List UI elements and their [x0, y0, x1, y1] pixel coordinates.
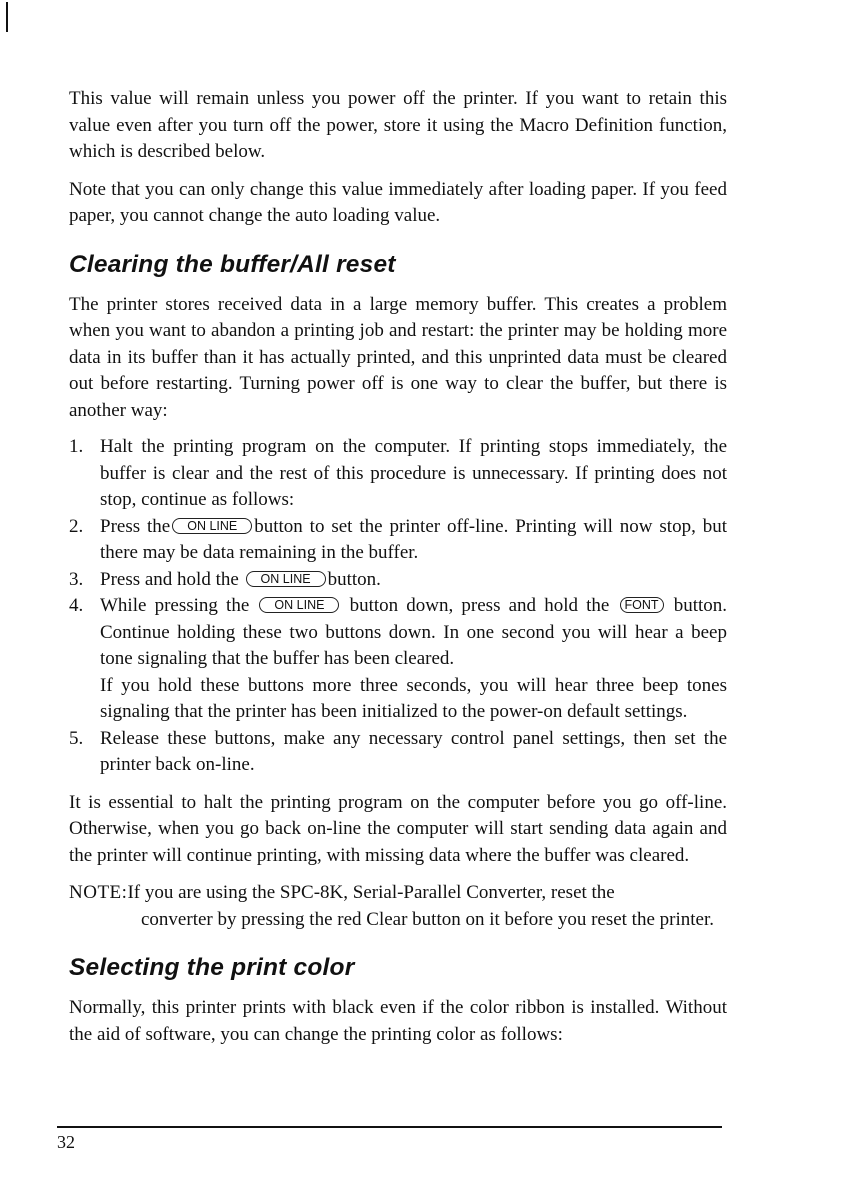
- footer-divider: [57, 1126, 722, 1128]
- section-heading-clearing-buffer: Clearing the buffer/All reset: [69, 250, 396, 278]
- intro-paragraph-2: Note that you can only change this value immediately after loading paper. If you feed paper, you cannot change the auto loading value.: [69, 178, 727, 226]
- online-key-symbol: ON LINE: [246, 571, 326, 587]
- online-key-symbol: ON LINE: [172, 518, 252, 534]
- step-text: button down, press and hold the: [349, 595, 610, 616]
- section-heading-print-color: Selecting the print color: [69, 954, 355, 981]
- step-text: button to set the printer off-line. Printing will now stop, but there may be data remaining in the buffer.: [100, 515, 728, 563]
- step-number: 5.: [69, 727, 84, 749]
- print-color-paragraph: Normally, this printer prints with black even if the color ribbon is installed. Without the aid of software, you can change the printing color as follows:: [69, 997, 727, 1045]
- step-number: 2.: [69, 515, 84, 537]
- buffer-reset-steps: [69, 434, 727, 779]
- step-text: While pressing the: [100, 595, 250, 616]
- buffer-explanation-paragraph: The printer stores received data in a large memory buffer. This creates a problem when you want to abandon a printing job and restart: the printer may be holding more data in its buffer than it has actually printed, and this unprinted data must be cleared out before restarting. Turning power off is one way to clear the buffer, but there is another way:: [69, 293, 727, 421]
- note-text-first-line: If you are using the SPC-8K, Serial-Parallel Converter, reset the: [127, 882, 615, 903]
- font-key-symbol: FONT: [620, 597, 664, 613]
- step-text: Press the: [100, 515, 171, 537]
- page-number: 32: [57, 1132, 75, 1152]
- step-1: [69, 434, 727, 514]
- note-label: NOTE:: [69, 882, 128, 903]
- step-number: 3.: [69, 568, 84, 590]
- online-key-symbol: ON LINE: [259, 597, 339, 613]
- step-number: 4.: [69, 595, 84, 616]
- step-number: 1.: [69, 436, 84, 457]
- step-text: button. Continue holding these two buttons down. In one second you will hear a beep tone signaling that the buffer has been cleared.: [100, 595, 728, 669]
- page-edge-mark: [6, 2, 8, 32]
- step-4: [69, 593, 727, 726]
- step-text: Press and hold the: [100, 568, 239, 590]
- step-3: [69, 567, 727, 594]
- step-4-extra-text: If you hold these buttons more three seconds, you will hear three beep tones signaling that the printer has been initialized to the power-on default settings.: [100, 674, 727, 722]
- manual-page-content: [69, 86, 727, 1048]
- step-5: [69, 726, 727, 779]
- step-2: [69, 514, 727, 567]
- step-text: Release these buttons, make any necessary control panel settings, then set the printer back on-line.: [100, 727, 727, 775]
- halt-program-paragraph: It is essential to halt the printing program on the computer before you go off-line. Otherwise, when you go back on-line the computer will start sending data again and the printer will continue printing, with missing data where the buffer was cleared.: [69, 791, 727, 866]
- step-text: Halt the printing program on the computer. If printing stops immediately, the buffer is clear and the rest of this procedure is unnecessary. If printing does not stop, continue as follows:: [100, 436, 727, 510]
- intro-paragraph-1: This value will remain unless you power off the printer. If you want to retain this value even after you turn off the power, store it using the Macro Definition function, which is described below.: [69, 88, 727, 162]
- note-text-rest: converter by pressing the red Clear button on it before you reset the printer.: [141, 908, 714, 930]
- note-block: [69, 880, 727, 933]
- step-text: button.: [327, 568, 381, 590]
